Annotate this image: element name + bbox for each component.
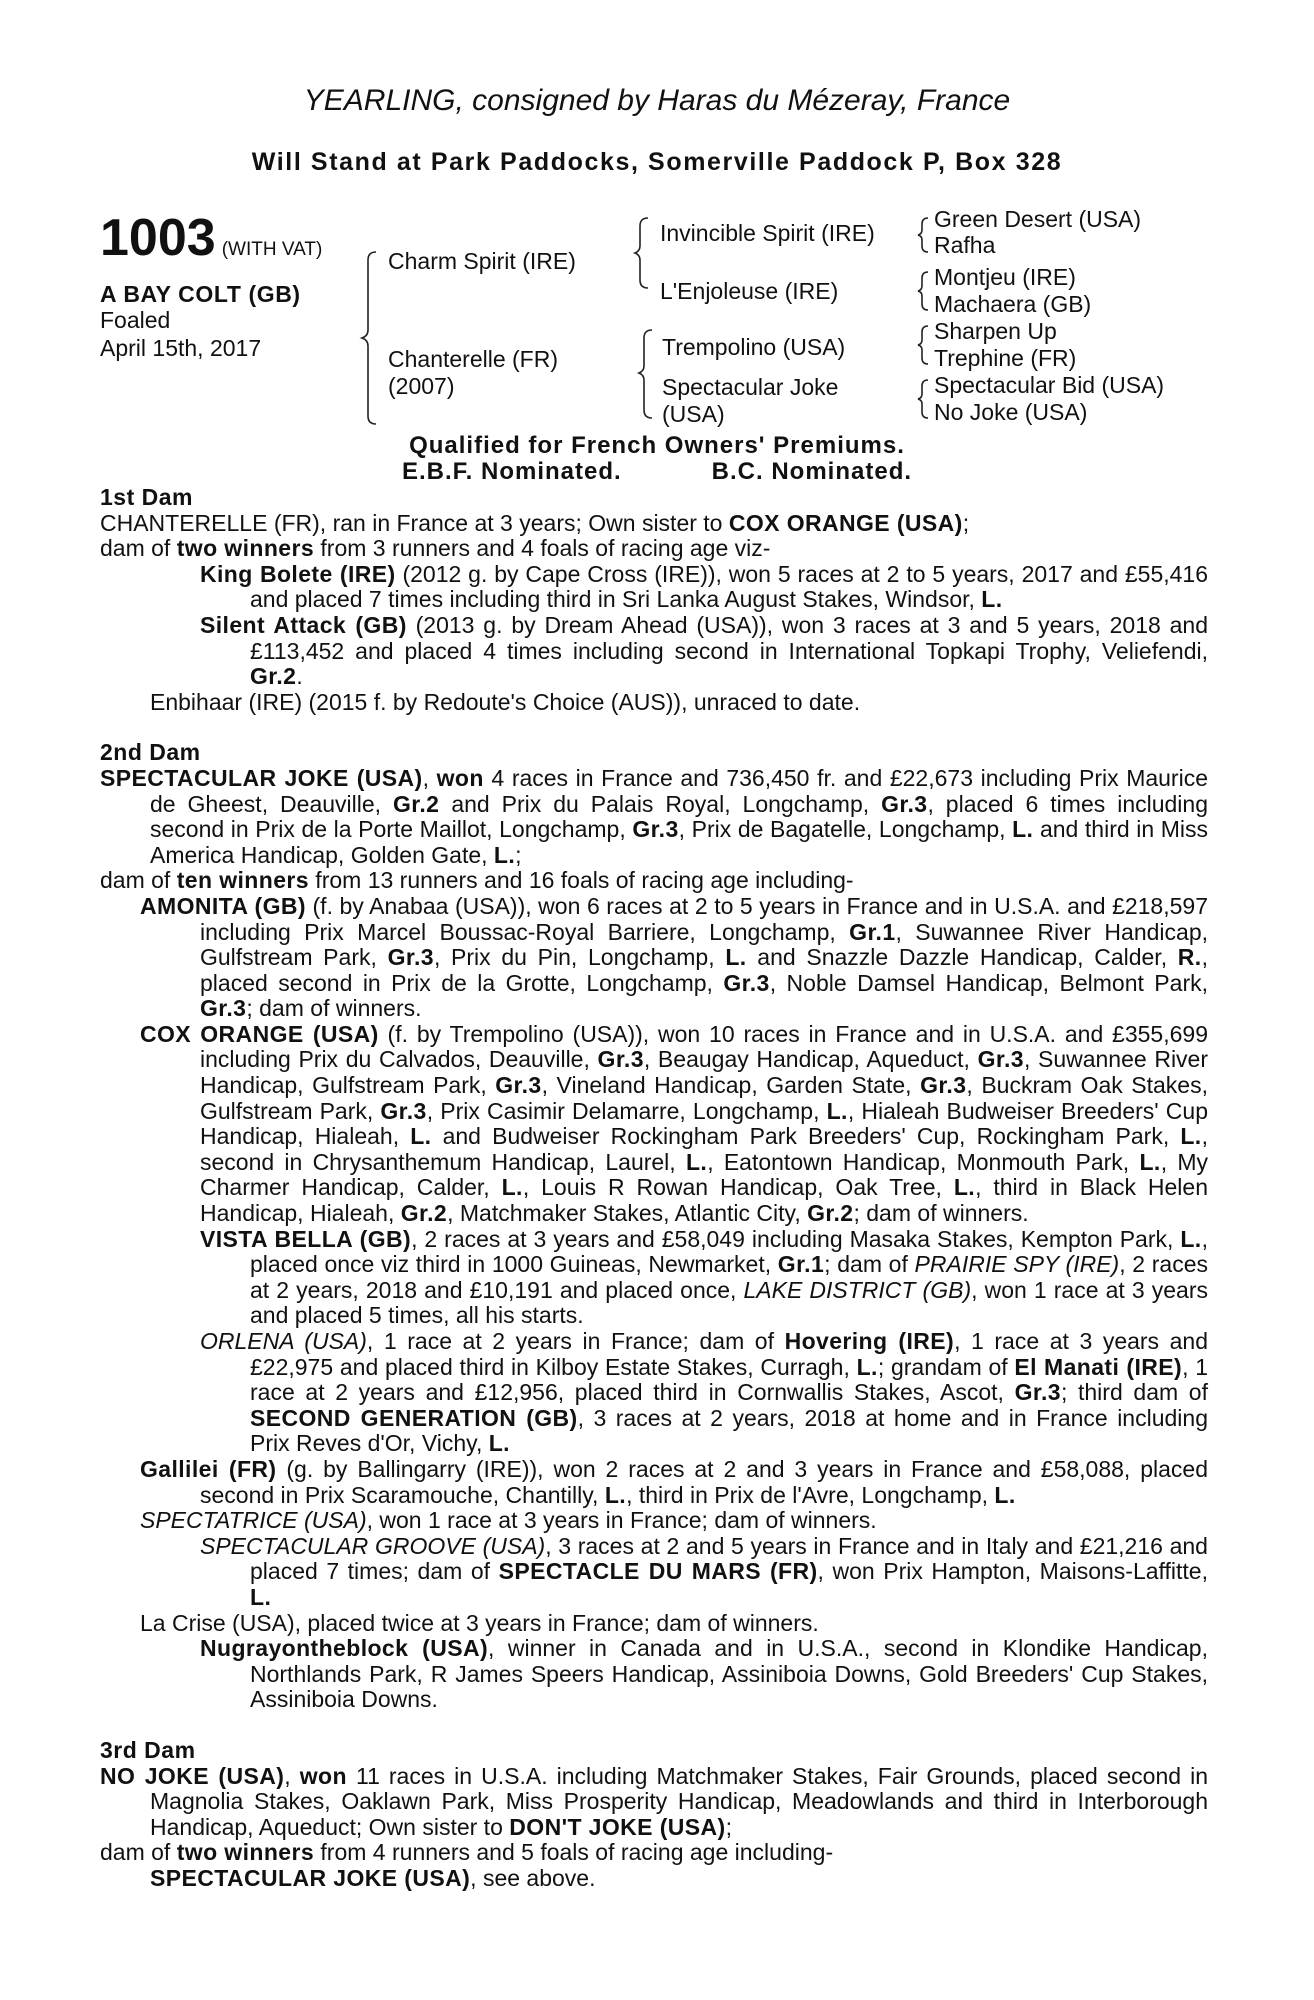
catalogue-body: [100, 485, 1208, 1891]
list-item: SPECTACULAR GROOVE (USA), 3 races at 2 and 5 years in France and in Italy and £21,216 and placed 7 times; dam of SPECTACLE DU MARS (FR), won Prix Hampton, Maisons-Laffitte, L.: [200, 1532, 1208, 1610]
list-item: ORLENA (USA), 1 race at 2 years in France; dam of Hovering (IRE), 1 race at 3 years and £22,975 and placed third in Kilboy Estate Stakes, Curragh, L.; grandam of El Manati (IRE), 1 race at 2 years and £12,956, placed third in Cornwallis Stakes, Ascot, Gr.3; third dam of SECOND GENERATION (GB), 3 races at 2 years, 2018 at home and in France including Prix Reves d'Or, Vichy, L.: [200, 1328, 1209, 1457]
pedigree-ddd: No Joke (USA): [934, 399, 1088, 425]
pedigree-sdd: Machaera (GB): [934, 291, 1092, 317]
pedigree-dds: Spectacular Bid (USA): [934, 372, 1165, 398]
list-item: SPECTACULAR JOKE (USA), see above.: [150, 1864, 596, 1891]
first-dam-heading: 1st Dam: [100, 484, 193, 510]
pedigree-dam-sire: Trempolino (USA): [662, 334, 846, 360]
list-item: Silent Attack (GB) (2013 g. by Dream Ahead (USA)), won 3 races at 3 and 5 years, 2018 and £113,452 and placed 4 times including second in International Topkapi Trophy, Veliefendi, Gr.2.: [200, 611, 1208, 690]
pedigree-dam-dam: Spectacular Joke: [662, 374, 839, 400]
horse-name: A BAY COLT (GB): [100, 281, 301, 307]
pedigree-ssd: Rafha: [934, 232, 996, 258]
list-item: Gallilei (FR) (g. by Ballingarry (IRE)), won 2 races at 2 and 3 years in France and £58,088, placed second in Prix Scaramouche, Chantilly, L., third in Prix de l'Avre, Longchamp, L.: [140, 1455, 1208, 1508]
list-item: Enbihaar (IRE) (2015 f. by Redoute's Choice (AUS)), unraced to date.: [150, 688, 861, 715]
second-dam-produce: dam of ten winners from 13 runners and 16 foals of racing age including-: [100, 867, 854, 894]
foaled-label: Foaled: [100, 307, 171, 333]
pedigree-dam: Chanterelle (FR): [388, 346, 558, 372]
second-dam-heading: 2nd Dam: [100, 739, 201, 766]
third-dam-heading: 3rd Dam: [100, 1736, 196, 1763]
pedigree-dsd: Trephine (FR): [934, 345, 1077, 371]
list-item: La Crise (USA), placed twice at 3 years in France; dam of winners.: [140, 1609, 819, 1636]
list-item: King Bolete (IRE) (2012 g. by Cape Cross (IRE)), won 5 races at 2 to 5 years, 2017 and £55,416 and placed 7 times including third in Sri Lanka August Stakes, Windsor, L.: [200, 560, 1208, 613]
pedigree-dss: Sharpen Up: [934, 318, 1057, 344]
pedigree-sss: Green Desert (USA): [934, 206, 1142, 232]
list-item: COX ORANGE (USA) (f. by Trempolino (USA)), won 10 races in France and in U.S.A. and £355,699 including Prix du Calvados, Deauville, Gr.3, Beaugay Handicap, Aqueduct, Gr.3, Suwannee River Handicap, Gulfstream Park, Gr.3, Vineland Handicap, Garden State, Gr.3, Buckram Oak Stakes, Gulfstream Park, Gr.3, Prix Casimir Delamarre, Longchamp, L., Hialeah Budweiser Breeders' Cup Handicap, Hialeah, L. and Budweiser Rockingham Park Breeders' Cup, Rockingham Park, L., second in Chrysanthemum Handicap, Laurel, L., Eatontown Handicap, Monmouth Park, L., My Charmer Handicap, Calder, L., Louis R Rowan Handicap, Oak Tree, L., third in Black Helen Handicap, Hialeah, Gr.2, Matchmaker Stakes, Atlantic City, Gr.2; dam of winners.: [140, 1020, 1209, 1227]
pedigree-sire-dam: L'Enjoleuse (IRE): [660, 278, 839, 304]
page-title: YEARLING, consigned by Haras du Mézeray, France: [303, 84, 1011, 117]
qualified-note: Qualified for French Owners' Premiums.: [409, 432, 905, 459]
foaled-date: April 15th, 2017: [100, 335, 262, 361]
first-dam-intro: CHANTERELLE (FR), ran in France at 3 years; Own sister to COX ORANGE (USA);: [100, 509, 970, 536]
lot-number-value: 1003: [100, 209, 216, 267]
third-dam-produce: dam of two winners from 4 runners and 5 foals of racing age including-: [100, 1839, 834, 1866]
first-dam-produce: dam of two winners from 3 runners and 4 foals of racing age viz-: [100, 535, 771, 562]
vat-label: (WITH VAT): [221, 239, 323, 260]
nominations: [0, 458, 1314, 486]
bc-nominated: B.C. Nominated.: [711, 458, 913, 485]
list-item: AMONITA (GB) (f. by Anabaa (USA)), won 6 races at 2 to 5 years in France and in U.S.A. and £218,597 including Prix Marcel Boussac-Royal Barriere, Longchamp, Gr.1, Suwannee River Handicap, Gulfstream Park, Gr.3, Prix du Pin, Longchamp, L. and Snazzle Dazzle Handicap, Calder, R., placed second in Prix de la Grotte, Longchamp, Gr.3, Noble Damsel Handicap, Belmont Park, Gr.3; dam of winners.: [140, 892, 1209, 1022]
list-item: VISTA BELLA (GB), 2 races at 3 years and £58,049 including Masaka Stakes, Kempton Park, L., placed once viz third in 1000 Guineas, Newmarket, Gr.1; dam of PRAIRIE SPY (IRE), 2 races at 2 years, 2018 and £10,191 and placed once, LAKE DISTRICT (GB), won 1 race at 3 years and placed 5 times, all his starts.: [200, 1225, 1208, 1329]
third-dam-intro: NO JOKE (USA), won 11 races in U.S.A. including Matchmaker Stakes, Fair Grounds, placed second in Magnolia Stakes, Oaklawn Park, Miss Prosperity Handicap, Meadowlands and third in Interborough Handicap, Aqueduct; Own sister to DON'T JOKE (USA);: [100, 1762, 1208, 1840]
ebf-nominated: E.B.F. Nominated.: [401, 458, 622, 485]
second-dam-intro: SPECTACULAR JOKE (USA), won 4 races in France and 736,450 fr. and £22,673 including Prix Maurice de Gheest, Deauville, Gr.2 and Prix du Palais Royal, Longchamp, Gr.3, placed 6 times including second in Prix de la Porte Maillot, Longchamp, Gr.3, Prix de Bagatelle, Longchamp, L. and third in Miss America Handicap, Golden Gate, L.;: [100, 764, 1209, 868]
list-item: SPECTATRICE (USA), won 1 race at 3 years in France; dam of winners.: [140, 1507, 877, 1534]
stand-location: Will Stand at Park Paddocks, Somerville Paddock P, Box 328: [251, 148, 1063, 176]
pedigree-sds: Montjeu (IRE): [934, 264, 1076, 290]
pedigree-sire-sire: Invincible Spirit (IRE): [660, 220, 875, 246]
pedigree-dam-dam-line2: (USA): [662, 401, 725, 427]
list-item: Nugrayontheblock (USA), winner in Canada and in U.S.A., second in Klondike Handicap, Northlands Park, R James Speers Handicap, Assiniboia Downs, Gold Breeders' Cup Stakes, Assiniboia Downs.: [200, 1635, 1208, 1713]
pedigree-dam-year: (2007): [388, 373, 455, 399]
pedigree-sire: Charm Spirit (IRE): [388, 248, 576, 274]
